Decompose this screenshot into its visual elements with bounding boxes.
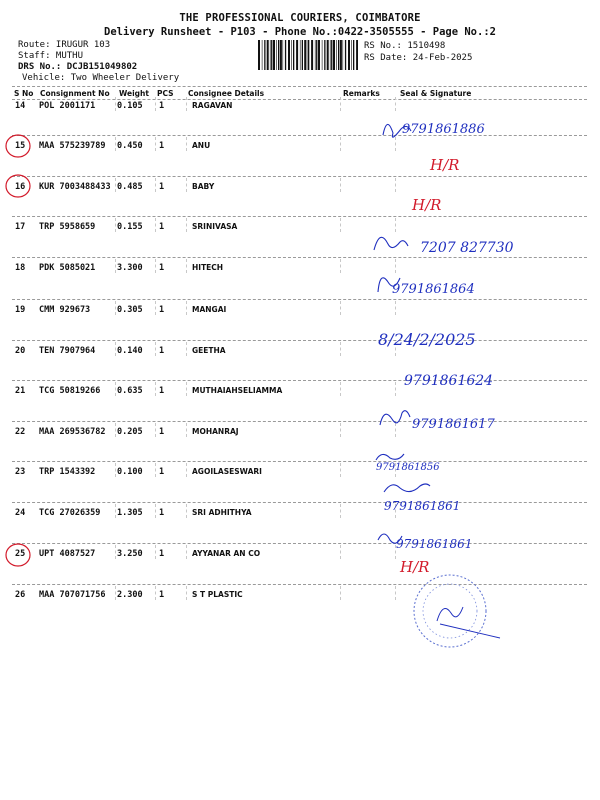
handwritten-hr-15: H/R [430,156,460,174]
cell-sno: 18 [15,263,26,273]
cell-consignee: ANU [192,141,211,150]
cell-sno: 14 [15,101,26,111]
cell-weight: 3.250 [117,549,143,559]
cell-consignee: HITECH [192,263,224,272]
signature-mark-22 [376,454,404,460]
cell-sno: 19 [15,305,26,315]
handwritten-phone-20: 9791861624 [404,373,494,389]
route-label: Route: IRUGUR 103 [18,40,111,50]
handwritten-date-19: 8/24/2/2025 [378,330,476,349]
runsheet-title: Delivery Runsheet - P103 - Phone No.:0422-3505555 - Page No.:2 [104,26,496,38]
col-sno: S No [14,89,34,98]
col-consignee: Consignee Details [188,89,265,98]
cell-consignee: MOHANRAJ [192,427,239,436]
cell-weight: 2.300 [117,590,143,600]
cell-consignee: MANGAI [192,305,227,314]
cell-sno: 20 [15,346,26,356]
cell-weight: 0.140 [117,346,143,356]
cell-consignment: TRP 5958659 [39,222,96,232]
cell-pcs: 1 [159,386,165,396]
cell-weight: 0.450 [117,141,143,151]
cell-weight: 0.305 [117,305,143,315]
red-circle-25 [6,544,30,566]
cell-consignment: TCG 27026359 [39,508,101,518]
cell-consignee: GEETHA [192,346,226,355]
cell-consignee: RAGAVAN [192,101,233,110]
cell-consignee: SRI ADHITHYA [192,508,252,517]
cell-consignment: UPT 4087527 [39,549,96,559]
cell-pcs: 1 [159,263,165,273]
cell-sno: 21 [15,386,26,396]
col-pcs: PCS [157,89,174,98]
cell-sno: 24 [15,508,26,518]
cell-weight: 0.485 [117,182,143,192]
cell-consignment: POL 2001171 [39,101,96,111]
red-circle-16 [6,175,30,197]
handwritten-phone-24: 9791861861 [396,537,473,551]
cell-consignment: TRP 1543392 [39,467,96,477]
cell-weight: 0.635 [117,386,143,396]
signature-mark-17 [374,237,408,250]
cell-pcs: 1 [159,467,165,477]
rs-date: RS Date: 24-Feb-2025 [364,53,473,63]
handwritten-hr-25: H/R [400,558,430,576]
col-seal-signature: Seal & Signature [400,89,472,98]
staff-label: Staff: MUTHU [18,51,84,61]
cell-consignment: KUR 7003488433 [39,182,111,192]
cell-sno: 16 [15,182,26,192]
cell-consignee: AGOILASESWARI [192,467,262,476]
handwritten-phone-17: 7207 827730 [420,240,514,256]
cell-sno: 26 [15,590,26,600]
cell-consignment: MAA 575239789 [39,141,106,151]
cell-weight: 0.205 [117,427,143,437]
col-weight: Weight [119,89,149,98]
col-remarks: Remarks [343,89,380,98]
signature-mark-21 [380,411,410,425]
cell-pcs: 1 [159,508,165,518]
signature-mark-23 [384,484,430,492]
cell-consignment: TEN 7907964 [39,346,96,356]
cell-sno: 15 [15,141,26,151]
cell-consignment: MAA 269536782 [39,427,106,437]
cell-consignment: PDK 5085021 [39,263,96,273]
handwritten-phone-14: 9791861886 [402,122,485,137]
cell-weight: 0.155 [117,222,143,232]
cell-pcs: 1 [159,101,165,111]
cell-sno: 17 [15,222,26,232]
cell-weight: 0.105 [117,101,143,111]
cell-sno: 22 [15,427,26,437]
company-name: THE PROFESSIONAL COURIERS, COIMBATORE [179,12,421,24]
cell-consignment: TCG 50819266 [39,386,101,396]
cell-pcs: 1 [159,305,165,315]
cell-weight: 0.100 [117,467,143,477]
cell-sno: 25 [15,549,26,559]
cell-consignee: BABY [192,182,215,191]
cell-pcs: 1 [159,141,165,151]
cell-pcs: 1 [159,590,165,600]
red-circle-15 [6,135,30,157]
cell-weight: 1.305 [117,508,143,518]
cell-pcs: 1 [159,427,165,437]
handwritten-hr-16: H/R [412,196,442,214]
col-consignment: Consignment No [40,89,110,98]
cell-pcs: 1 [159,222,165,232]
handwritten-phone-18: 9791861864 [392,282,475,297]
handwritten-phone-21: 9791861617 [412,417,495,432]
cell-consignee: SRINIVASA [192,222,238,231]
cell-pcs: 1 [159,182,165,192]
rs-number: RS No.: 1510498 [364,41,446,51]
cell-consignee: MUTHAIAHSELIAMMA [192,386,283,395]
drs-number: DRS No.: DCJB151049802 [18,62,138,72]
company-seal-stamp [414,575,500,647]
cell-pcs: 1 [159,549,165,559]
cell-weight: 3.300 [117,263,143,273]
handwritten-phone-22: 9791861856 [376,462,440,473]
cell-pcs: 1 [159,346,165,356]
cell-sno: 23 [15,467,26,477]
cell-consignment: CMM 929673 [39,305,91,315]
vehicle-label: Vehicle: Two Wheeler Delivery [22,73,180,83]
cell-consignment: MAA 707071756 [39,590,106,600]
cell-consignee: AYYANAR AN CO [192,549,261,558]
handwritten-phone-23: 9791861861 [384,499,461,513]
cell-consignee: S T PLASTIC [192,590,243,599]
